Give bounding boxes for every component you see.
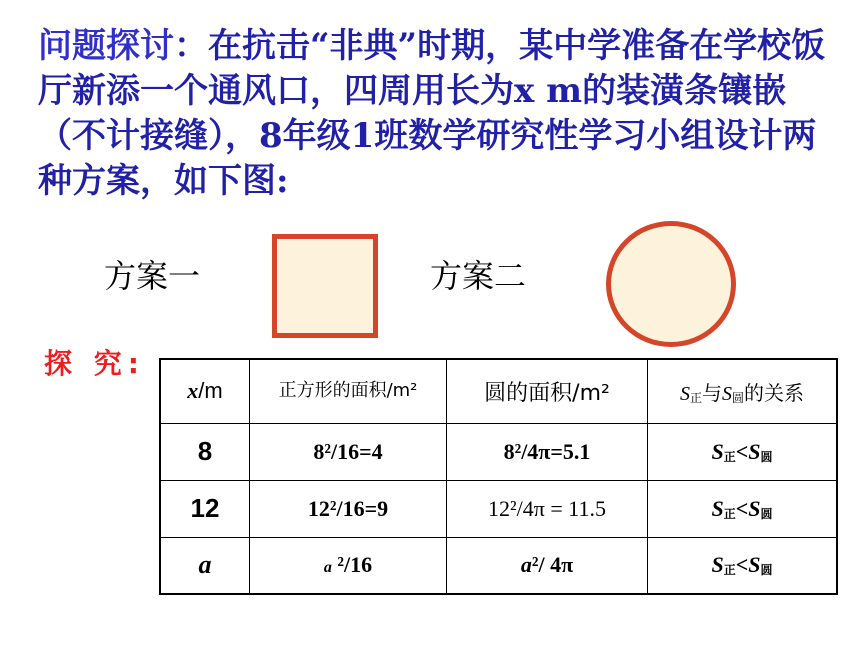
cell-relation: S正<S圆 [648,537,838,594]
cell-circle-area: 12²/4π = 11.5 [447,480,648,537]
plan-2-label: 方案二 [430,257,527,295]
plan-1-label: 方案一 [104,257,201,295]
cell-x: a [160,537,250,594]
circle-vent-shape [606,221,736,347]
cell-x: 8 [160,423,250,480]
table-row [160,537,837,594]
problem-statement [38,24,838,204]
explore-label: 探 究: [44,347,145,380]
cell-square-area: 12²/16=9 [250,480,447,537]
problem-heading: 问题探讨 [38,26,174,66]
square-vent-shape [272,234,378,338]
cell-square-area: 8²/16=4 [250,423,447,480]
header-square-area: 正方形的面积/m² [250,359,447,423]
table-row [160,480,837,537]
table-row [160,423,837,480]
cell-circle-area: 8²/4π=5.1 [447,423,648,480]
cell-x: 12 [160,480,250,537]
cell-square-area: a ²/16 [250,537,447,594]
header-relation: S正与S圆的关系 [648,359,838,423]
problem-text: ：在抗击“非典”时期，某中学准备在学校饭厅新添一个通风口，四周用长为x m的装潢条镶嵌（不计接缝），8年级1班数学研究性学习小组设计两种方案，如下图: [38,26,826,201]
comparison-table [159,358,838,595]
table-header-row [160,359,837,423]
header-circle-area: 圆的面积/m² [447,359,648,423]
cell-circle-area: a²/ 4π [447,537,648,594]
cell-relation: S正<S圆 [648,480,838,537]
header-x: x/m [160,359,250,423]
cell-relation: S正<S圆 [648,423,838,480]
